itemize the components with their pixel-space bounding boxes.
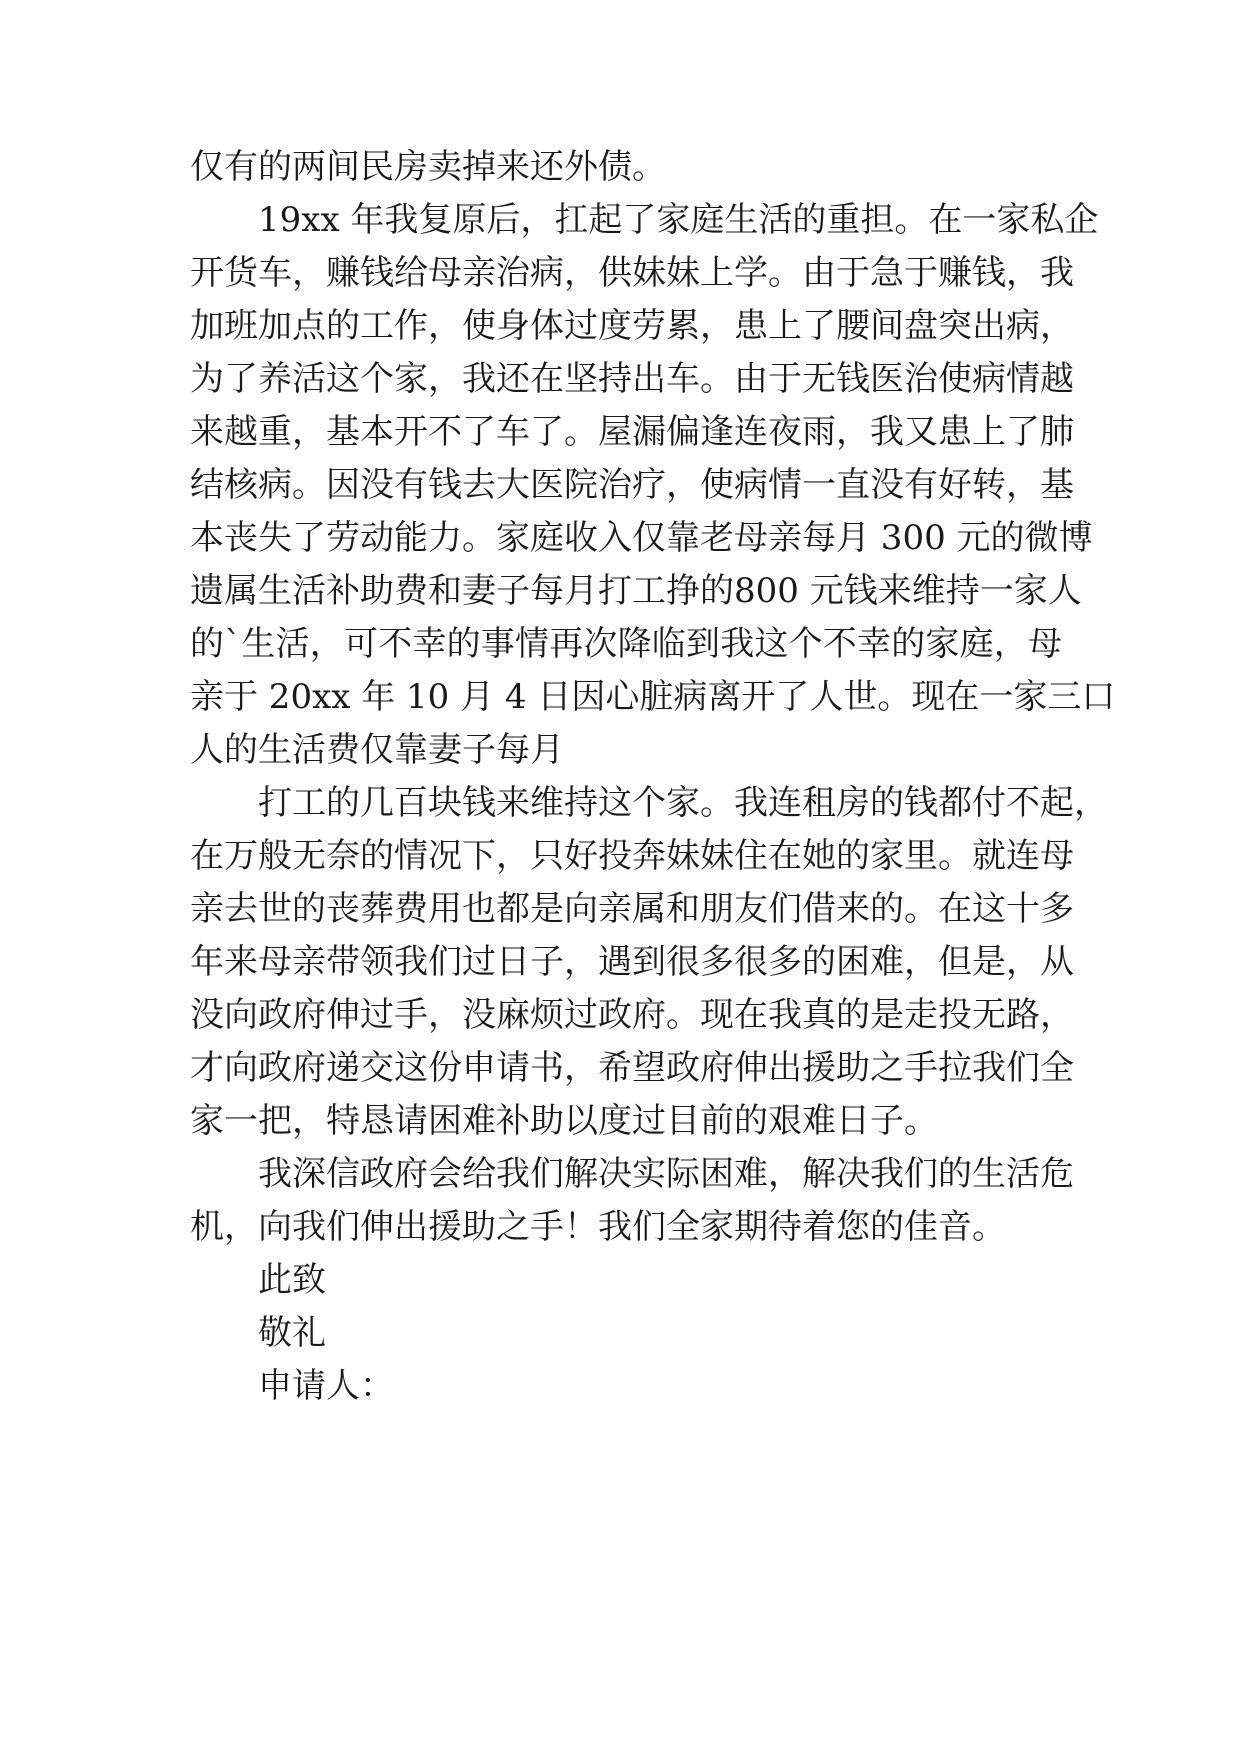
text-line: 人的生活费仅靠妻子每月 xyxy=(190,730,564,770)
text-line: 结核病。因没有钱去大医院治疗，使病情一直没有好转，基 xyxy=(190,465,1074,505)
text-line: 的`生活，可不幸的事情再次降临到我这个不幸的家庭，母 xyxy=(190,624,1062,664)
text-line: 才向政府递交这份申请书，希望政府伸出援助之手拉我们全 xyxy=(190,1048,1074,1088)
text-line: 遗属生活补助费和妻子每月打工挣的800 元钱来维持一家人 xyxy=(190,571,1082,611)
text-line: 机，向我们伸出援助之手！我们全家期待着您的佳音。 xyxy=(190,1207,1006,1247)
text-line: 在万般无奈的情况下，只好投奔妹妹住在她的家里。就连母 xyxy=(190,836,1074,876)
text-line: 亲于 20xx 年 10 月 4 日因心脏病离开了人世。现在一家三口 xyxy=(190,677,1116,717)
text-line: 来越重，基本开不了车了。屋漏偏逢连夜雨，我又患上了肺 xyxy=(190,412,1074,452)
text-line: 开货车，赚钱给母亲治病，供妹妹上学。由于急于赚钱，我 xyxy=(190,253,1074,293)
text-line: 为了养活这个家，我还在坚持出车。由于无钱医治使病情越 xyxy=(190,359,1074,399)
applicant-signature-label: 申请人： xyxy=(258,1366,394,1406)
closing-salutation: 此致 xyxy=(258,1260,326,1300)
text-line: 本丧失了劳动能力。家庭收入仅靠老母亲每月 300 元的微博 xyxy=(190,518,1093,558)
text-line: 年来母亲带领我们过日子，遇到很多很多的困难，但是，从 xyxy=(190,942,1074,982)
closing-regards: 敬礼 xyxy=(258,1313,326,1353)
text-line: 家一把，特恳请困难补助以度过目前的艰难日子。 xyxy=(190,1101,938,1141)
text-line: 加班加点的工作，使身体过度劳累，患上了腰间盘突出病， xyxy=(190,306,1074,346)
text-line: 亲去世的丧葬费用也都是向亲属和朋友们借来的。在这十多 xyxy=(190,889,1074,929)
text-line: 我深信政府会给我们解决实际困难，解决我们的生活危 xyxy=(258,1154,1074,1194)
text-line: 没向政府伸过手，没麻烦过政府。现在我真的是走投无路， xyxy=(190,995,1074,1035)
text-line: 19xx 年我复原后，扛起了家庭生活的重担。在一家私企 xyxy=(258,200,1099,240)
text-line: 仅有的两间民房卖掉来还外债。 xyxy=(190,147,666,187)
text-line: 打工的几百块钱来维持这个家。我连租房的钱都付不起， xyxy=(258,783,1108,823)
